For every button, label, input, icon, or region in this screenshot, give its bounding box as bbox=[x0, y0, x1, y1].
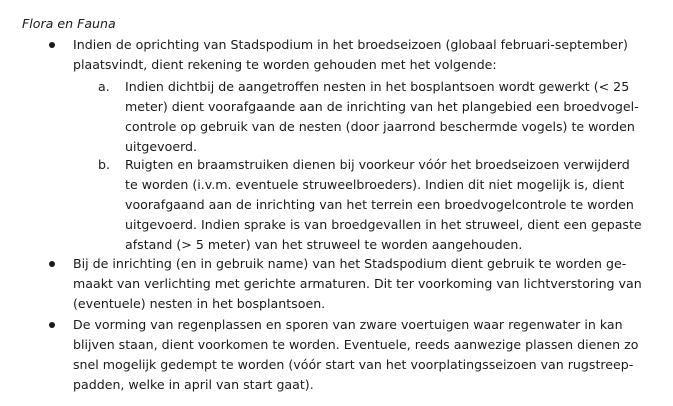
paragraph-line: Ruigten en braamstruiken dienen bij voorkeur vóór het broedseizoen verwijderd bbox=[125, 157, 630, 172]
paragraph-line: padden, welke in april van start gaat). bbox=[73, 377, 314, 392]
list-marker: b. bbox=[98, 157, 110, 172]
paragraph-line: meter) dient voorafgaande aan de inrichting van het plangebied een broedvogel- bbox=[125, 99, 639, 114]
paragraph-line: maakt van verlichting met gerichte armaturen. Dit ter voorkoming van lichtverstoring van bbox=[73, 276, 642, 291]
list-marker: a. bbox=[98, 79, 110, 94]
paragraph-line: Indien de oprichting van Stadspodium in het broedseizoen (globaal februari-september) bbox=[73, 37, 628, 52]
paragraph-line: (eventuele) nesten in het bosplantsoen. bbox=[73, 296, 326, 311]
paragraph-line: uitgevoerd. Indien sprake is van broedgevallen in het struweel, dient een gepaste bbox=[125, 217, 642, 232]
paragraph-line: voorafgaand aan de inrichting van het terrein een broedvogelcontrole te worden bbox=[125, 197, 634, 212]
bullet-dot bbox=[49, 322, 55, 328]
paragraph-line: snel mogelijk gedempt te worden (vóór start van het voorplatingsseizoen van rugstreep- bbox=[73, 357, 634, 372]
bullet-dot bbox=[49, 42, 55, 48]
paragraph-line: Bij de inrichting (en in gebruik name) van het Stadspodium dient gebruik te worden ge- bbox=[73, 256, 627, 271]
section-heading: Flora en Fauna bbox=[22, 16, 116, 31]
paragraph-line: De vorming van regenplassen en sporen van zware voertuigen waar regenwater in kan bbox=[73, 317, 623, 332]
paragraph-line: controle op gebruik van de nesten (door jaarrond beschermde vogels) te worden bbox=[125, 119, 635, 134]
paragraph-line: blijven staan, dient voorkomen te worden. Eventuele, reeds aanwezige plassen dienen zo bbox=[73, 337, 639, 352]
paragraph-line: plaatsvindt, dient rekening te worden gehouden met het volgende: bbox=[73, 57, 497, 72]
paragraph-line: te worden (i.v.m. eventuele struweelbroeders). Indien dit niet mogelijk is, dient bbox=[125, 177, 625, 192]
paragraph-line: afstand (> 5 meter) van het struweel te worden aangehouden. bbox=[125, 237, 523, 252]
paragraph-line: uitgevoerd. bbox=[125, 139, 198, 154]
paragraph-line: Indien dichtbij de aangetroffen nesten in het bosplantsoen wordt gewerkt (< 25 bbox=[125, 79, 630, 94]
bullet-dot bbox=[49, 261, 55, 267]
